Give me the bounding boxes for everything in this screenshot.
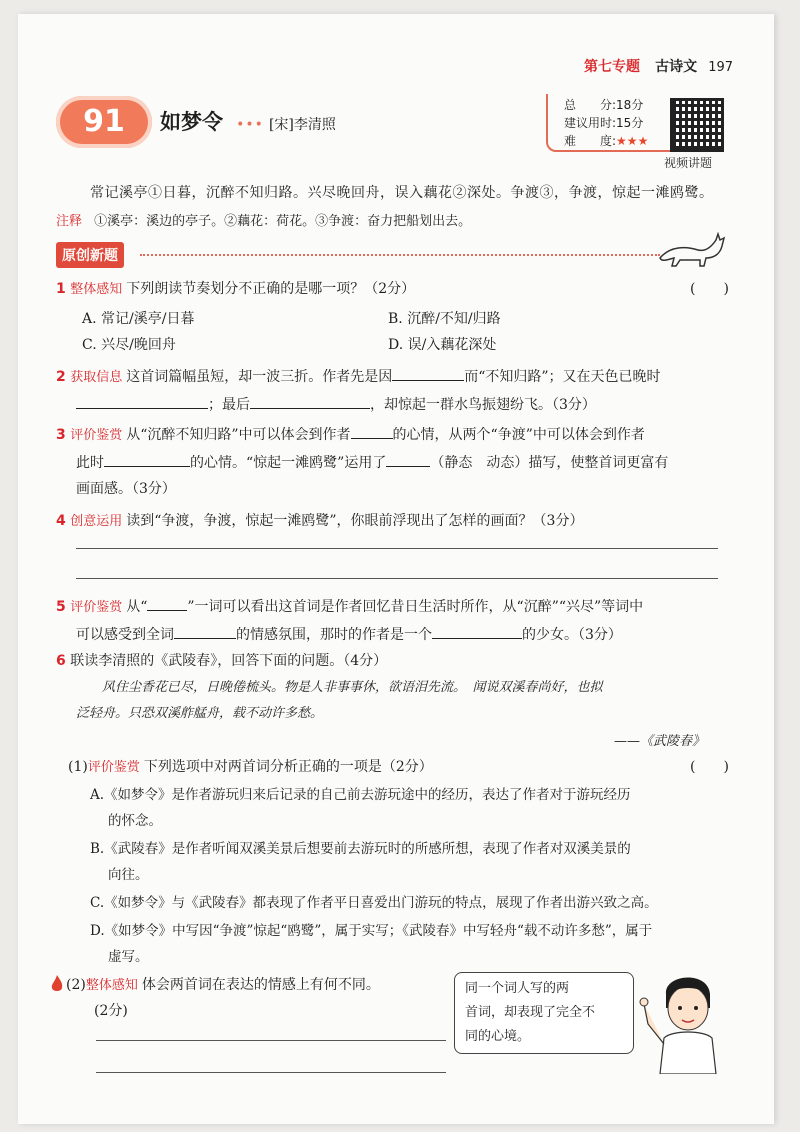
info-list bbox=[564, 96, 648, 150]
wulingchun-source: ——《武陵春》 bbox=[614, 734, 706, 749]
header-topic: 第七专题 bbox=[584, 59, 640, 75]
difficulty: 难 度:★★★ bbox=[564, 134, 649, 148]
suggested-time: 建议用时:15分 bbox=[564, 116, 644, 130]
q6-2-answer-line-2[interactable] bbox=[96, 1072, 446, 1073]
page bbox=[18, 14, 774, 1124]
video-label[interactable]: 视频讲题 bbox=[664, 156, 713, 170]
tip-line-2: 首词，却表现了完全不 bbox=[465, 1005, 596, 1020]
q6-1-option-a-cont: 的怀念。 bbox=[108, 813, 162, 829]
notes-label: 注释 bbox=[56, 214, 83, 229]
tip-bubble bbox=[454, 972, 634, 1054]
title-dots: ••• bbox=[236, 117, 264, 133]
poem-text: 常记溪亭①日暮，沉醉不知归路。兴尽晚回舟，误入藕花②深处。争渡③，争渡，惊起一滩鸥鹭。 bbox=[90, 185, 714, 201]
q6-1-option-a[interactable]: A.《如梦令》是作者游玩归来后记录的自己前去游玩途中的经历，表达了作者对于游玩经历 bbox=[90, 787, 631, 803]
wulingchun-line-2: 泛轻舟。只恐双溪舴艋舟，载不动许多愁。 bbox=[76, 706, 324, 721]
wulingchun-line-1: 风住尘香花已尽，日晚倦梳头。物是人非事事休，欲语泪先流。 闻说双溪春尚好，也拟 bbox=[102, 680, 603, 695]
question-5-line-2: 可以感受到全词 的情感氛围，那时的作者是一个 的少女。（3分） bbox=[76, 622, 622, 648]
question-6-1: (1)评价鉴赏 下列选项中对两首词分析正确的一项是（2分） bbox=[68, 759, 433, 775]
q3-blank-1[interactable] bbox=[351, 423, 393, 439]
q1-option-d[interactable]: D. 误/入藕花深处 bbox=[388, 337, 497, 353]
q1-answer-paren[interactable]: ( ) bbox=[690, 281, 729, 297]
question-6-2: (2)整体感知 体会两首词在表达的情感上有何不同。 bbox=[66, 977, 380, 993]
q4-answer-line-1[interactable] bbox=[76, 548, 718, 549]
qr-code[interactable] bbox=[670, 98, 724, 152]
q1-option-a[interactable]: A. 常记/溪亭/日暮 bbox=[82, 311, 195, 327]
cat-icon bbox=[656, 232, 728, 272]
flame-icon bbox=[50, 974, 64, 994]
poem-author: [宋]李清照 bbox=[268, 117, 336, 133]
question-3-line-3: 画面感。（3分） bbox=[76, 481, 176, 497]
q5-blank-1[interactable] bbox=[147, 595, 187, 611]
q2-blank-1[interactable] bbox=[392, 365, 464, 381]
q2-blank-2[interactable] bbox=[76, 393, 208, 409]
question-6: 6 联读李清照的《武陵春》，回答下面的问题。（4分） bbox=[56, 653, 388, 669]
q6-1-option-d[interactable]: D.《如梦令》中写因“争渡”惊起“鸥鹭”，属于实写；《武陵春》中写轻舟“载不动许多愁”，属于 bbox=[90, 923, 653, 939]
q5-blank-2[interactable] bbox=[174, 623, 236, 639]
q6-1-option-d-cont: 虚写。 bbox=[108, 949, 149, 965]
running-header bbox=[584, 56, 733, 76]
tip-line-1: 同一个词人写的两 bbox=[465, 981, 570, 996]
q6-2-score: (2分) bbox=[94, 1003, 128, 1019]
tip-line-3: 同的心境。 bbox=[465, 1029, 531, 1044]
q4-answer-line-2[interactable] bbox=[76, 578, 718, 579]
q1-option-b[interactable]: B. 沉醉/不知/归路 bbox=[388, 311, 501, 327]
q2-blank-3[interactable] bbox=[250, 393, 370, 409]
question-1: 1 整体感知 下列朗读节奏划分不正确的是哪一项？（2分） bbox=[56, 281, 416, 297]
q6-2-answer-line-1[interactable] bbox=[96, 1040, 446, 1041]
q6-1-option-b[interactable]: B.《武陵春》是作者听闻双溪美景后想要前去游玩时的所感所想，表现了作者对双溪美景的 bbox=[90, 841, 631, 857]
lesson-title-row bbox=[160, 106, 336, 136]
difficulty-stars: ★★★ bbox=[616, 134, 649, 148]
q6-1-option-b-cont: 向往。 bbox=[108, 867, 149, 883]
q1-text: 下列朗读节奏划分不正确的是哪一项？（2分） bbox=[126, 281, 416, 297]
boy-illustration-icon bbox=[638, 964, 734, 1074]
notes bbox=[56, 210, 471, 229]
header-subject: 古诗文 bbox=[655, 59, 698, 75]
q3-blank-2[interactable] bbox=[104, 451, 190, 467]
total-score: 总 分:18分 bbox=[564, 98, 644, 112]
q3-blank-3[interactable] bbox=[386, 451, 430, 467]
question-3-line-2: 此时 的心情。“惊起一滩鸥鹭”运用了 （静态 动态）描写，使整首词更富有 bbox=[76, 450, 668, 476]
question-2-line-2: ；最后 ，却惊起一群水鸟振翅纷飞。（3分） bbox=[76, 392, 596, 418]
q1-tag: 整体感知 bbox=[70, 282, 123, 297]
q6-1-option-c[interactable]: C.《如梦令》与《武陵春》都表现了作者平日喜爱出门游玩的特点，展现了作者出游兴致之高。 bbox=[90, 895, 658, 911]
page-number: 197 bbox=[708, 60, 734, 75]
question-4: 4 创意运用 读到“争渡，争渡，惊起一滩鸥鹭”，你眼前浮现出了怎样的画面？（3分） bbox=[56, 513, 584, 529]
poem-title: 如梦令 bbox=[160, 110, 223, 134]
lesson-number-badge: 91 bbox=[56, 96, 152, 148]
q1-option-c[interactable]: C. 兴尽/晚回舟 bbox=[82, 337, 176, 353]
question-5: 5 评价鉴赏 从“ ”一词可以看出这首词是作者回忆昔日生活时所作，从“沉醉”“兴尽”等词中 bbox=[56, 594, 643, 621]
section-divider bbox=[140, 254, 660, 256]
question-3: 3 评价鉴赏 从“沉醉不知归路”中可以体会到作者 的心情，从两个“争渡”中可以体会到作者 bbox=[56, 422, 645, 449]
q6-1-answer-paren[interactable]: ( ) bbox=[690, 759, 729, 775]
section-title: 原创新题 bbox=[56, 242, 124, 268]
question-2: 2 获取信息 这首词篇幅虽短，却一波三折。作者先是因 而“不知归路”；又在天色已晚时 bbox=[56, 364, 661, 391]
notes-text: ①溪亭：溪边的亭子。②藕花：荷花。③争渡：奋力把船划出去。 bbox=[94, 214, 472, 229]
q5-blank-3[interactable] bbox=[432, 623, 522, 639]
